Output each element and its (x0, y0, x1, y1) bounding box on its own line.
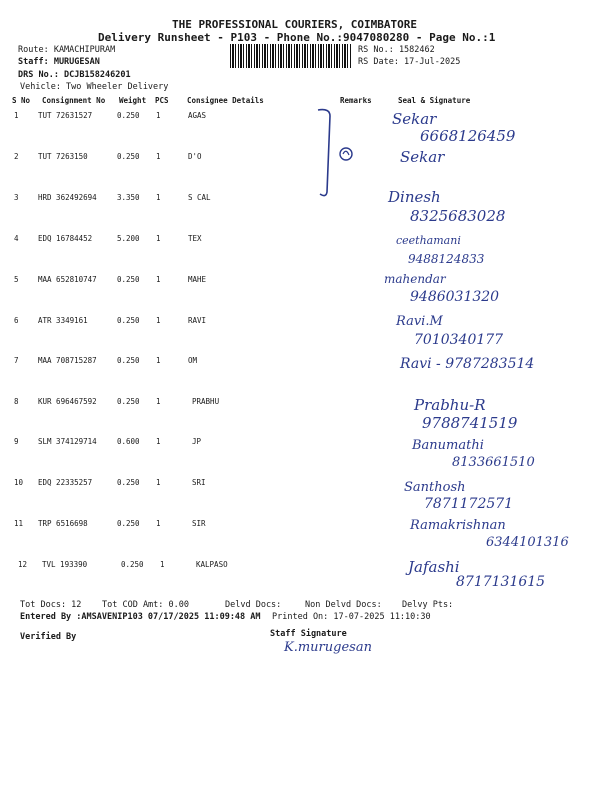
signature-name: Jafashi (408, 558, 460, 576)
signature-phone: 8325683028 (410, 207, 506, 225)
row-pcs: 1 (156, 437, 161, 446)
row-sno: 10 (14, 478, 24, 487)
row-sno: 3 (14, 193, 19, 202)
total-docs: Tot Docs: 12 (20, 600, 82, 610)
row-consignment: MAA 708715287 (38, 356, 97, 365)
signature-phone: 8717131615 (456, 574, 546, 590)
row-pcs: 1 (156, 152, 161, 161)
signature-phone: 7010340177 (414, 332, 504, 348)
col-weight: Weight (119, 96, 147, 105)
row-sno: 11 (14, 519, 24, 528)
row-consignee: KALPASO (196, 560, 228, 569)
entered-by: Entered By :AMSAVENIP103 07/17/2025 11:09:48 AM (20, 612, 261, 622)
remarks-bracket-mark (300, 104, 370, 204)
row-weight: 0.600 (117, 437, 140, 446)
row-sno: 4 (14, 234, 19, 243)
rs-number: RS No.: 1582462 (358, 45, 435, 55)
row-weight: 0.250 (117, 519, 140, 528)
row-consignee: S CAL (188, 193, 211, 202)
non-delivered-docs: Non Delvd Docs: (305, 600, 382, 610)
row-weight: 0.250 (117, 478, 140, 487)
drs-label: DRS No.: DCJB158246201 (18, 70, 131, 80)
signature-name: mahendar (384, 272, 446, 286)
col-sno: S No (12, 96, 31, 105)
row-pcs: 1 (156, 275, 161, 284)
row-pcs: 1 (156, 316, 161, 325)
row-consignment: TUT 72631527 (38, 111, 93, 120)
row-consignment: TVL 193390 (42, 560, 88, 569)
row-sno: 2 (14, 152, 19, 161)
vehicle-label: Vehicle: Two Wheeler Delivery (20, 82, 169, 92)
row-sno: 12 (18, 560, 28, 569)
signature-phone: 6344101316 (486, 535, 569, 550)
total-cod-amount: Tot COD Amt: 0.00 (102, 600, 189, 610)
signature-name: Ravi.M (396, 314, 443, 329)
staff-signature-label: Staff Signature (270, 629, 347, 639)
delivered-docs: Delvd Docs: (225, 600, 282, 610)
verified-by: Verified By (20, 632, 77, 642)
signature-name: Prabhu-R (414, 396, 486, 414)
row-pcs: 1 (156, 397, 161, 406)
row-consignee: RAVI (188, 316, 207, 325)
company-title: THE PROFESSIONAL COURIERS, COIMBATORE (172, 18, 418, 31)
row-weight: 0.250 (117, 356, 140, 365)
signature-name: Ravi - 9787283514 (400, 356, 535, 372)
row-pcs: 1 (156, 234, 161, 243)
row-pcs: 1 (156, 111, 161, 120)
row-consignee: PRABHU (192, 397, 220, 406)
row-consignment: HRD 362492694 (38, 193, 97, 202)
row-sno: 8 (14, 397, 19, 406)
barcode (230, 44, 352, 68)
signature-name: Ramakrishnan (410, 518, 506, 533)
signature-phone: 9788741519 (422, 414, 518, 432)
signature-name: Sekar (392, 110, 437, 128)
row-weight: 0.250 (117, 111, 140, 120)
row-pcs: 1 (160, 560, 165, 569)
row-consignment: EDQ 16784452 (38, 234, 93, 243)
row-consignment: SLM 374129714 (38, 437, 97, 446)
row-consignment: TRP 6516698 (38, 519, 88, 528)
row-sno: 6 (14, 316, 19, 325)
signature-name: Dinesh (388, 188, 441, 206)
row-weight: 0.250 (121, 560, 144, 569)
row-pcs: 1 (156, 356, 161, 365)
row-consignment: KUR 696467592 (38, 397, 97, 406)
row-consignee: JP (192, 437, 202, 446)
signature-phone: 9486031320 (410, 289, 500, 305)
row-consignee: SIR (192, 519, 206, 528)
row-sno: 1 (14, 111, 19, 120)
row-weight: 0.250 (117, 152, 140, 161)
staff-label: Staff: MURUGESAN (18, 57, 100, 67)
row-consignee: AGAS (188, 111, 207, 120)
signature-name: Sekar (400, 148, 445, 166)
row-weight: 0.250 (117, 275, 140, 284)
row-consignee: MAHE (188, 275, 207, 284)
row-sno: 5 (14, 275, 19, 284)
row-consignee: OM (188, 356, 198, 365)
row-pcs: 1 (156, 193, 161, 202)
staff-signature: K.murugesan (284, 640, 372, 655)
row-weight: 3.350 (117, 193, 140, 202)
signature-phone: 6668126459 (420, 127, 516, 145)
row-consignment: ATR 3349161 (38, 316, 88, 325)
printed-on: Printed On: 17-07-2025 11:10:30 (272, 612, 431, 622)
row-consignee: D'O (188, 152, 202, 161)
signature-name: ceethamani (396, 234, 461, 247)
signature-phone: 7871172571 (424, 496, 514, 512)
row-consignee: TEX (188, 234, 202, 243)
row-consignment: EDQ 22335257 (38, 478, 93, 487)
row-consignment: TUT 7263150 (38, 152, 88, 161)
col-pcs: PCS (155, 96, 169, 105)
row-sno: 9 (14, 437, 19, 446)
signature-name: Santhosh (404, 480, 466, 495)
row-pcs: 1 (156, 478, 161, 487)
row-weight: 0.250 (117, 316, 140, 325)
row-consignee: SRI (192, 478, 206, 487)
signature-phone: 9488124833 (408, 252, 485, 266)
col-remarks: Remarks (340, 96, 372, 105)
row-pcs: 1 (156, 519, 161, 528)
col-consignment: Consignment No (42, 96, 106, 105)
signature-phone: 8133661510 (452, 455, 535, 470)
row-consignment: MAA 652810747 (38, 275, 97, 284)
row-weight: 0.250 (117, 397, 140, 406)
row-weight: 5.200 (117, 234, 140, 243)
delivery-points: Delvy Pts: (402, 600, 454, 610)
col-consignee: Consignee Details (187, 96, 264, 105)
route-label: Route: KAMACHIPURAM (18, 45, 116, 55)
col-seal-signature: Seal & Signature (398, 96, 471, 105)
runsheet-subtitle: Delivery Runsheet - P103 - Phone No.:9047080280 - Page No.:1 (98, 31, 496, 44)
rs-date: RS Date: 17-Jul-2025 (358, 57, 461, 67)
row-sno: 7 (14, 356, 19, 365)
signature-name: Banumathi (412, 438, 484, 453)
